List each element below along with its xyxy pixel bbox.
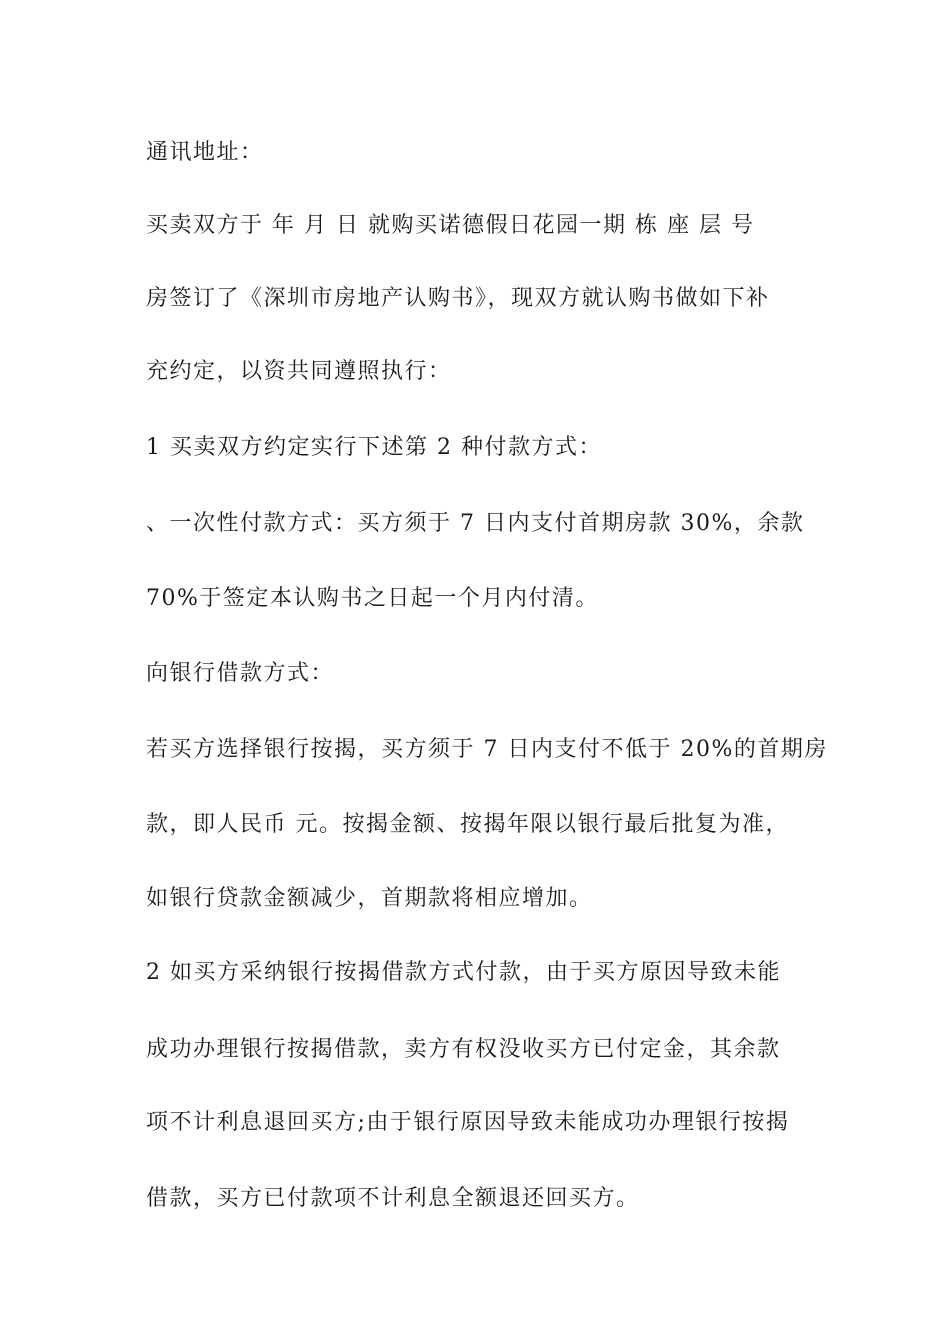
clause-2-line: 2 如买方采纳银行按揭借款方式付款，由于买方原因导致未能 [146,960,781,985]
clause-1-line: 1 买卖双方约定实行下述第 2 种付款方式： [146,435,602,460]
paragraph-line: 成功办理银行按揭借款，卖方有权没收买方已付定金，其余款 [146,1037,781,1062]
paragraph-line: 若买方选择银行按揭，买方须于 7 日内支付不低于 20%的首期房 [146,737,828,762]
paragraph-line: 、一次性付款方式：买方须于 7 日内支付首期房款 30%，余款 [146,511,805,536]
paragraph-line: 如银行贷款金额减少，首期款将相应增加。 [146,886,593,911]
address-label: 通讯地址： [146,140,264,165]
section-heading: 向银行借款方式： [146,661,335,686]
paragraph-line: 70%于签定本认购书之日起一个月内付清。 [146,586,599,611]
paragraph-line: 项不计利息退回买方;由于银行原因导致未能成功办理银行按揭 [146,1110,790,1135]
paragraph-line: 买卖双方于 年 月 日 就购买诺德假日花园一期 栋 座 层 号 [146,213,755,238]
paragraph-line: 充约定，以资共同遵照执行： [146,359,452,384]
paragraph-line: 款，即人民币 元。按揭金额、按揭年限以银行最后批复为准， [146,812,789,837]
paragraph-line: 房签订了《深圳市房地产认购书》，现双方就认购书做如下补 [146,286,770,311]
paragraph-line: 借款，买方已付款项不计利息全额退还回买方。 [146,1186,640,1211]
